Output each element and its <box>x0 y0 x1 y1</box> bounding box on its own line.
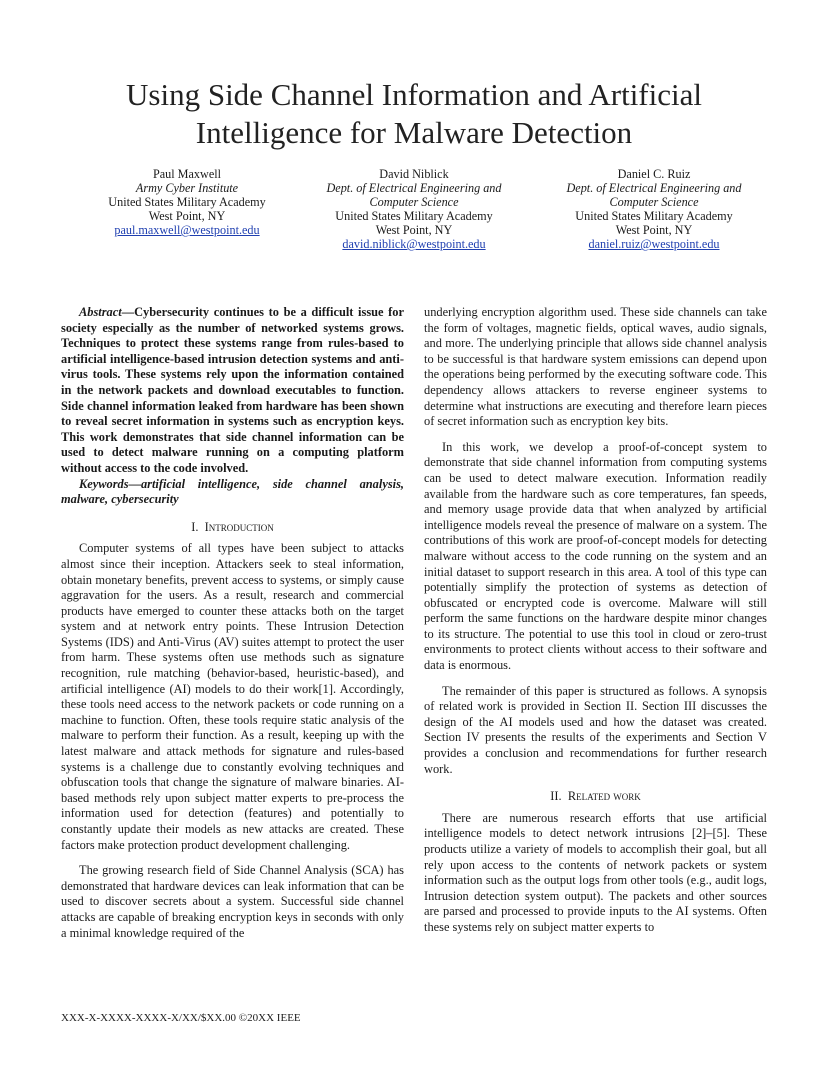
author-affiliation: Army Cyber Institute <box>135 181 239 195</box>
copyright-footer: XXX-X-XXXX-XXXX-X/XX/$XX.00 ©20XX IEEE <box>61 1012 301 1024</box>
right-column <box>424 305 767 936</box>
intro-paragraph-4: The remainder of this paper is structured as follows. A synopsis of related work is provided in Section II. Section III discusses the design of the AI models used and how the dataset was created. Section IV presents the results of the experiments and Section V provides a conclusion and recommendations for further research work. <box>424 683 767 776</box>
keywords-lead: Keywords <box>79 476 129 491</box>
author-block-maxwell <box>67 167 307 237</box>
author-name: Paul Maxwell <box>152 167 222 181</box>
author-affiliation-line-2: Computer Science <box>369 195 459 209</box>
author-name: David Niblick <box>379 167 449 181</box>
paper-title <box>60 76 768 152</box>
keywords-text: artificial intelligence, side channel analysis, malware, cybersecurity <box>61 476 404 507</box>
intro-paragraph-2: The growing research field of Side Channel Analysis (SCA) has demonstrated that hardware devices can leak information that can be used to discover secrets about a system. Successful side channel attacks are capable of breaking encryption keys in seconds with only a minimal knowledge required of the <box>61 863 404 940</box>
abstract-text: Cybersecurity continues to be a difficult issue for society especially as the number of networked systems grows. Techniques to protect these systems range from rules-based to artificial intelligence-based intrusion detection systems and anti-virus tools. These systems rely upon the information contained in the network packets and download executables to function. Side channel information leaked from hardware has been shown to reveal secret information in systems such as encryption keys. This work demonstrates that side channel information can be used to detect malware running on a computing platform without access to the code involved. <box>61 305 404 475</box>
intro-paragraph-3: In this work, we develop a proof-of-concept system to demonstrate that side channel information from computing systems can be used to detect malware execution. Information readily available from the hardware such as core temperatures, fan speeds, and memory usage provide data that when analyzed by artificial intelligence models reveal the presence of malware on a system. The contributions of this work are proof-of-concept models for detecting malware without access to the code running on the system and an initial dataset to support research in this area. A tool of this type can potentially simplify the protection of systems as detection of obfuscated or encrypted code is overcome. Malware will still perform the same functions on the hardware despite minor changes to its structure. The potential to use this tool in cloud or zero-trust environments to protect clients without access to their software and data is enormous. <box>424 439 767 673</box>
title-line-2: Intelligence for Malware Detection <box>195 115 633 150</box>
section-number: I. <box>191 519 199 534</box>
section-number: II. <box>550 789 562 804</box>
section-heading-introduction <box>61 520 404 536</box>
author-block-niblick <box>294 167 534 251</box>
author-location: West Point, NY <box>375 223 453 237</box>
author-location: West Point, NY <box>615 223 693 237</box>
author-block-ruiz <box>534 167 774 251</box>
section-heading-related-work <box>424 789 767 805</box>
keywords-dash: — <box>128 476 141 491</box>
keywords <box>61 477 404 508</box>
section-title: Related work <box>567 789 641 804</box>
abstract <box>61 305 404 477</box>
intro-continuation: underlying encryption algorithm used. These side channels can take the form of voltages, magnetic fields, optical waves, audio signals, and more. The underlying principle that allows side channel analysis to be successful is that hardware system emissions can depend upon the operations being performed by the executing software code. This dependency allows attackers to reverse engineer systems to determine what instructions are executing and therefore learn pieces of secret information such as encryption key bits. <box>424 305 767 429</box>
author-institution: United States Military Academy <box>335 209 493 223</box>
author-affiliation: Dept. of Electrical Engineering and <box>326 181 502 195</box>
abstract-lead: Abstract <box>79 305 122 319</box>
author-name: Daniel C. Ruiz <box>617 167 691 181</box>
author-location: West Point, NY <box>148 209 226 223</box>
author-email-link[interactable]: daniel.ruiz@westpoint.edu <box>588 237 720 251</box>
title-line-1: Using Side Channel Information and Artificial <box>126 77 702 112</box>
author-institution: United States Military Academy <box>575 209 733 223</box>
intro-paragraph-1: Computer systems of all types have been subject to attacks almost since their inception. Attackers seek to steal information, obtain monetary benefits, prevent access to systems, or simply cause aggravation for the users. As a result, research and commercial products have emerged to counter these attacks both on the target system and at network entry points. These Intrusion Detection Systems (IDS) and Anti-Virus (AV) suites attempt to protect the user from harm. These systems often use methods such as signature recognition, rule matching (behavior-based, heuristic-based), and artificial intelligence (AI) models to do their work[1]. Accordingly, these tools need access to the network packets or code running on a machine to function. Often, these tools require static analysis of the malware to perform their function. As a result, keeping up with the latest malware and attack methods for signature and rules-based systems is a challenge due to constantly evolving techniques and obfuscation tools that change the signature of malware binaries. AI-based methods rely upon subject matter experts to pre-process the information used for detection (features) and potentially to constantly update their models as new attacks are created. These factors make protection product development challenging. <box>61 541 404 852</box>
author-email-link[interactable]: david.niblick@westpoint.edu <box>342 237 486 251</box>
author-email-link[interactable]: paul.maxwell@westpoint.edu <box>114 223 260 237</box>
left-column <box>61 305 404 941</box>
author-affiliation: Dept. of Electrical Engineering and <box>566 181 742 195</box>
related-work-paragraph-1: There are numerous research efforts that use artificial intelligence models to detect network intrusions [2]–[5]. These products utilize a variety of models to accomplish their goal, but all rely upon access to the contents of network packets or system information such as the output logs from other tools (e.g., audit logs, Intrusion detection system output). The packets and other sources are parsed and processed to provide inputs to the AI systems. Often these systems rely on subject matter experts to <box>424 810 767 934</box>
section-title: Introduction <box>204 519 274 534</box>
author-institution: United States Military Academy <box>108 195 266 209</box>
abstract-dash: — <box>121 305 135 319</box>
author-affiliation-line-2: Computer Science <box>609 195 699 209</box>
